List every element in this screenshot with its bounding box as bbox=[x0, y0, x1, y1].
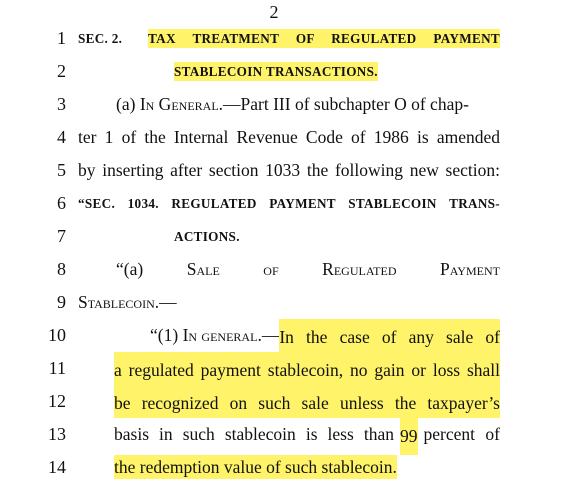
page-number: 2 bbox=[269, 2, 279, 22]
line-5 bbox=[0, 154, 570, 187]
line-number: 9 bbox=[57, 292, 66, 312]
line-text: percent of bbox=[423, 424, 500, 444]
line-text: .— bbox=[154, 292, 177, 312]
line-7 bbox=[0, 220, 570, 253]
paragraph-number: “(1) bbox=[150, 325, 179, 345]
subsection-a-heading bbox=[116, 253, 500, 286]
subsection-letter: (a) bbox=[116, 94, 136, 114]
line-number: 10 bbox=[48, 325, 66, 345]
line-1 bbox=[0, 22, 570, 55]
section-label: SEC. 2. bbox=[78, 31, 123, 46]
line-text: .— bbox=[257, 325, 280, 345]
line-number: 11 bbox=[48, 358, 66, 378]
line-number: 4 bbox=[57, 127, 66, 147]
line-4 bbox=[0, 121, 570, 154]
line-number: 14 bbox=[48, 457, 66, 477]
heading-word: Regulated bbox=[322, 259, 397, 279]
line-number: 5 bbox=[57, 160, 66, 180]
section-title-part1: TAX TREATMENT OF REGULATED PAYMENT bbox=[148, 31, 500, 46]
line-number: 1 bbox=[57, 28, 66, 48]
paragraph-1-heading bbox=[150, 319, 279, 356]
line-13 bbox=[0, 418, 570, 451]
subsection-heading: In General bbox=[139, 94, 219, 114]
line-number: 13 bbox=[48, 424, 66, 444]
line-12 bbox=[0, 385, 570, 418]
highlighted-text: In the case of any sale of bbox=[279, 319, 500, 356]
heading-word: of bbox=[263, 259, 279, 279]
highlighted-text: the redemption value of such stablecoin. bbox=[114, 457, 397, 477]
line-6 bbox=[0, 187, 570, 220]
line-14 bbox=[0, 451, 570, 484]
heading-word: Stablecoin bbox=[78, 292, 155, 312]
line-10 bbox=[0, 319, 570, 352]
section-title-part2: STABLECOIN TRANSACTIONS. bbox=[174, 64, 378, 79]
line-8 bbox=[0, 253, 570, 286]
heading-word: Sale bbox=[186, 259, 220, 279]
line-number: 2 bbox=[57, 61, 66, 81]
line-text: basis in such stablecoin is less than bbox=[114, 424, 394, 444]
subsection-label bbox=[116, 88, 469, 121]
line-number: 12 bbox=[48, 391, 66, 411]
line-number: 6 bbox=[57, 193, 66, 213]
section-title-part1-wrap bbox=[148, 22, 500, 55]
line-text-wrap bbox=[114, 418, 500, 455]
new-section-title-cont: ACTIONS. bbox=[174, 229, 240, 244]
line-text-wrap bbox=[114, 385, 500, 418]
heading-word: Payment bbox=[440, 259, 500, 279]
highlighted-text: a regulated payment stablecoin, no gain or loss shall bbox=[114, 352, 500, 385]
line-text-wrap bbox=[114, 352, 500, 385]
paragraph-1 bbox=[150, 319, 500, 356]
new-section-title: “SEC. 1034. REGULATED PAYMENT STABLECOIN TRANS- bbox=[78, 196, 500, 211]
subsection-a-heading-cont bbox=[78, 286, 177, 319]
line-number: 7 bbox=[57, 226, 66, 246]
line-text: by inserting after section 1033 the following new section: bbox=[78, 160, 500, 180]
line-text: .—Part III of subchapter O of chap- bbox=[218, 94, 469, 114]
line-text-wrap bbox=[114, 451, 397, 484]
section-title-part2-wrap bbox=[174, 55, 378, 88]
highlighted-number: 99 bbox=[400, 418, 418, 455]
paragraph-heading: In general bbox=[182, 325, 258, 345]
line-number: 3 bbox=[57, 94, 66, 114]
line-text: ter 1 of the Internal Revenue Code of 1986 is amended bbox=[78, 127, 500, 147]
highlighted-text: be recognized on such sale unless the taxpayer’s bbox=[114, 385, 500, 418]
line-3 bbox=[0, 88, 570, 121]
line-9 bbox=[0, 286, 570, 319]
line-11 bbox=[0, 352, 570, 385]
line-2 bbox=[0, 55, 570, 88]
subsection-a-letter: “(a) bbox=[116, 259, 144, 279]
line-number: 8 bbox=[57, 259, 66, 279]
